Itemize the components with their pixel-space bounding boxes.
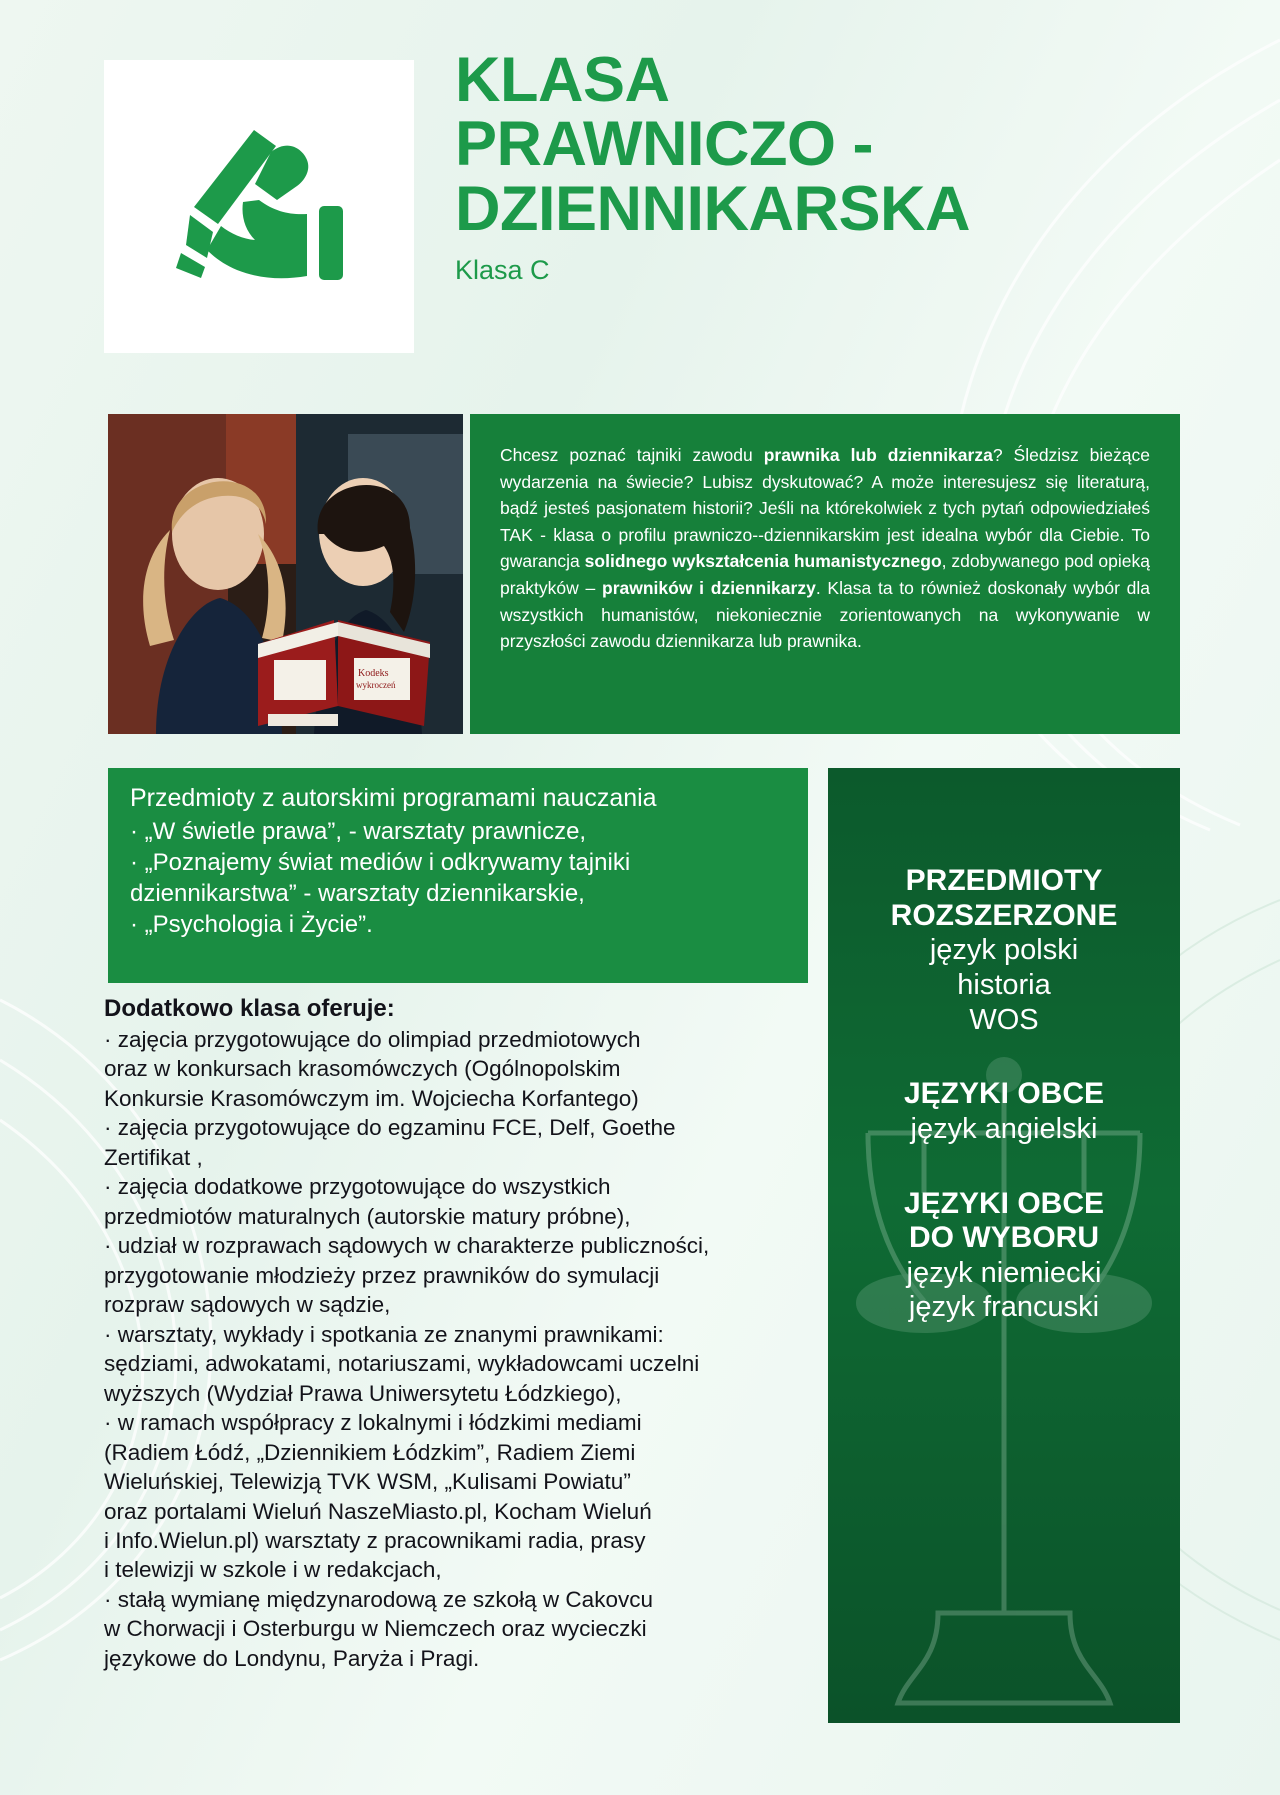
subject-item: WOS xyxy=(969,1003,1039,1036)
programs-title: Przedmioty z autorskimi programami nauczania xyxy=(130,784,657,812)
list-item: · „Psychologia i Życie”. xyxy=(130,910,373,938)
intro-text: . Klasa ta to również doskonały wybór dla wszystkich humanistów, niekoniecznie zorientowanych na wykonywanie w przyszłości zawodu dziennikarza lub prawnika. xyxy=(500,577,1151,652)
heading-line: JĘZYKI OBCE xyxy=(903,1077,1105,1111)
list-item: · stałą wymianę międzynarodową ze szkołą w Cakovcu xyxy=(104,1586,653,1612)
logo-container xyxy=(104,60,414,353)
students-photo-illustration xyxy=(108,414,463,734)
subject-item: historia xyxy=(957,968,1051,1001)
class-subtitle: Klasa C xyxy=(455,254,550,285)
list-item: · zajęcia dodatkowe przygotowujące do wszystkich xyxy=(104,1174,611,1200)
list-item: i Info.Wielun.pl) warsztaty z pracownikami radia, prasy xyxy=(104,1527,646,1553)
subject-item: język angielski xyxy=(910,1112,1098,1145)
intro-emphasis: prawnika lub dziennikarza xyxy=(763,445,993,465)
section-heading xyxy=(828,864,1180,933)
list-item: Konkursie Krasomówczym im. Wojciecha Korfantego) xyxy=(104,1085,639,1111)
list-item: przedmiotów maturalnych (autorskie matury próbne), xyxy=(104,1203,631,1229)
spacer xyxy=(828,1037,1180,1077)
intro-paragraph xyxy=(500,442,1150,655)
title-line-3: DZIENNIKARSKA xyxy=(455,173,971,244)
list-item: dziennikarstwa” - warsztaty dziennikarskie, xyxy=(130,879,585,907)
list-item: językowe do Londynu, Paryża i Pragi. xyxy=(104,1645,480,1671)
students-photo xyxy=(108,414,463,734)
heading-line: JĘZYKI OBCE xyxy=(903,1186,1105,1220)
list-item: oraz portalami Wieluń NaszeMiasto.pl, Kocham Wieluń xyxy=(104,1498,652,1524)
subject-item: język niemiecki xyxy=(906,1256,1102,1289)
heading-line: PRZEDMIOTY xyxy=(905,864,1103,897)
extras-list xyxy=(104,1025,804,1673)
list-item: · zajęcia przygotowujące do egzaminu FCE, Delf, Goethe xyxy=(104,1115,676,1141)
list-item: oraz w konkursach krasomówczych (Ogólnopolskim xyxy=(104,1056,621,1082)
extras-section xyxy=(104,995,804,1673)
intro-text: , zdobywanego pod opieką praktyków – xyxy=(500,551,1150,598)
programs-panel xyxy=(108,768,808,983)
svg-text:wykroczeń: wykroczeń xyxy=(356,680,396,690)
subjects-content xyxy=(828,768,1180,1325)
list-item: i telewizji w szkole i w redakcjach, xyxy=(104,1557,442,1583)
subject-item: język polski xyxy=(929,934,1079,966)
poster-header xyxy=(0,0,1280,400)
title-block xyxy=(455,45,1255,286)
list-item: · w ramach współpracy z lokalnymi i łódzkimi mediami xyxy=(104,1410,642,1436)
list-item: Wieluńskiej, Telewizją TVK WSM, „Kulisami Powiatu” xyxy=(104,1469,631,1495)
subject-item: język francuski xyxy=(908,1291,1100,1324)
list-item: Zertifikat , xyxy=(104,1144,203,1170)
intro-text: Chcesz poznać tajniki zawodu xyxy=(500,445,764,465)
intro-panel xyxy=(470,414,1180,734)
svg-text:Kodeks: Kodeks xyxy=(358,668,389,679)
list-item: · warsztaty, wykłady i spotkania ze znanymi prawnikami: xyxy=(104,1321,664,1347)
extras-title: Dodatkowo klasa oferuje: xyxy=(104,995,395,1022)
section-heading xyxy=(828,1077,1180,1112)
subjects-column xyxy=(828,768,1180,1723)
heading-line: DO WYBORU xyxy=(909,1221,1099,1255)
intro-text: ? Śledzisz bieżące wydarzenia na świecie? Lubisz dyskutować? A może interesujesz się literaturą, bądź jesteś pasjonatem historii? Jeśli na którekolwiek z tych pytań odpowiedziałeś TAK - klasa o profilu prawniczo--dziennikarskim jest idealna wybór dla Ciebie. To gwarancja xyxy=(500,445,1150,572)
hand-with-pen-icon xyxy=(159,122,359,292)
list-item: w Chorwacji i Osterburgu w Niemczech oraz wycieczki xyxy=(104,1616,647,1642)
list-item: sędziami, adwokatami, notariuszami, wykładowcami uczelni xyxy=(104,1351,700,1377)
spacer xyxy=(828,1147,1180,1187)
intro-emphasis: solidnego wykształcenia humanistycznego xyxy=(584,551,942,572)
list-item: przygotowanie młodzieży przez prawników do symulacji xyxy=(104,1262,660,1288)
list-item: · udział w rozprawach sądowych w charakterze publiczności, xyxy=(104,1233,710,1259)
list-item: · „W świetle prawa”, - warsztaty prawnicze, xyxy=(130,818,587,845)
section-heading xyxy=(828,1187,1180,1256)
list-item: (Radiem Łódź, „Dziennikiem Łódzkim”, Radiem Ziemi xyxy=(104,1439,636,1465)
list-item: · „Poznajemy świat mediów i odkrywamy tajniki xyxy=(130,848,631,876)
intro-emphasis: prawników i dziennikarzy xyxy=(602,577,816,598)
heading-line: ROZSZERZONE xyxy=(890,898,1118,932)
list-item: · zajęcia przygotowujące do olimpiad przedmiotowych xyxy=(104,1027,641,1052)
programs-list xyxy=(130,817,786,941)
list-item: wyższych (Wydział Prawa Uniwersytetu Łódzkiego), xyxy=(104,1380,622,1406)
list-item: rozpraw sądowych w sądzie, xyxy=(104,1292,391,1318)
page-title xyxy=(455,45,1255,244)
title-line-2: PRAWNICZO - xyxy=(455,109,873,180)
title-line-1: KLASA xyxy=(455,45,670,115)
